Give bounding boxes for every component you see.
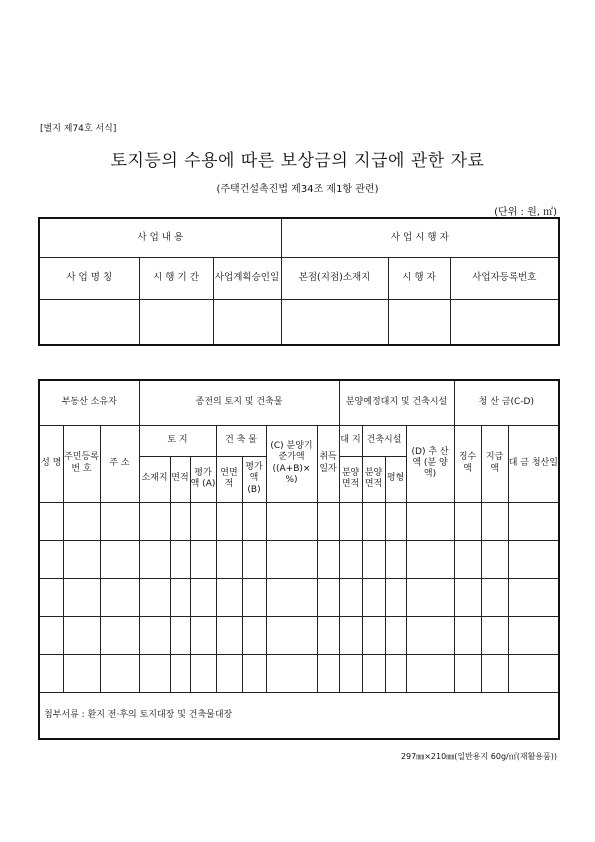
facility-allocation-area-header: 분양 면적 [362, 456, 385, 502]
entry-cell[interactable] [362, 654, 385, 692]
settlement-date-header: 대 금 청산일 [508, 425, 559, 502]
unit-label: (단위 : 원, ㎡) [494, 207, 557, 218]
entry-cell[interactable] [362, 540, 385, 578]
entry-cell[interactable] [317, 540, 339, 578]
entry-cell[interactable] [190, 540, 216, 578]
entry-cell[interactable] [100, 616, 139, 654]
entry-cell[interactable] [317, 578, 339, 616]
entry-cell[interactable] [362, 616, 385, 654]
entry-cell[interactable] [406, 616, 454, 654]
entry-cell[interactable] [339, 616, 362, 654]
entry-cell[interactable] [481, 578, 508, 616]
entry-cell[interactable] [170, 578, 190, 616]
entry-cell[interactable] [454, 654, 481, 692]
entry-cell[interactable] [339, 540, 362, 578]
entry-cell[interactable] [190, 578, 216, 616]
payment-amount-header: 지급액 [481, 425, 508, 502]
entry-cell[interactable] [406, 578, 454, 616]
entry-cell[interactable] [100, 502, 139, 540]
entry-cell[interactable] [266, 502, 317, 540]
entry-cell[interactable] [170, 616, 190, 654]
document-title: 토지등의 수용에 따른 보상금의 지급에 관한 자료 [110, 151, 485, 171]
entry-cell[interactable] [406, 540, 454, 578]
table-row [39, 540, 559, 578]
entry-cell[interactable] [63, 616, 100, 654]
entry-cell[interactable] [39, 540, 63, 578]
business-content-header: 사 업 내 용 [39, 218, 281, 257]
entry-cell[interactable] [385, 502, 406, 540]
entry-cell[interactable] [266, 540, 317, 578]
entry-cell[interactable] [508, 616, 559, 654]
table-row [39, 654, 559, 692]
attachment-note: 첨부서류 : 환지 전·후의 토지대장 및 건축물대장 [39, 692, 559, 739]
allocation-base-value-header: (C) 분양기준가액 ((A+B)× %) [266, 425, 317, 502]
entry-cell[interactable] [362, 502, 385, 540]
resident-number-header: 주민등록 번 호 [63, 425, 100, 502]
entry-cell[interactable] [454, 502, 481, 540]
entry-cell[interactable] [508, 578, 559, 616]
entry-cell[interactable] [170, 540, 190, 578]
entry-cell[interactable] [242, 654, 266, 692]
compensation-table [38, 379, 560, 740]
entry-cell[interactable] [139, 616, 170, 654]
office-address-header: 본점(지점)소재지 [281, 257, 388, 299]
entry-cell[interactable] [454, 540, 481, 578]
business-name-cell[interactable] [39, 299, 139, 345]
owner-address-header: 주 소 [100, 425, 139, 502]
entry-cell[interactable] [385, 654, 406, 692]
entry-cell[interactable] [216, 540, 242, 578]
business-name-header: 사 업 명 칭 [39, 257, 139, 299]
entry-cell[interactable] [317, 616, 339, 654]
land-header: 토 지 [139, 425, 216, 456]
land-location-header: 소재지 [139, 456, 170, 502]
estimated-value-header: (D) 추 산 액 (분 양 액) [406, 425, 454, 502]
document-subtitle: (주택건설촉진법 제34조 제1항 관련) [216, 184, 379, 195]
floor-type-header: 평형 [385, 456, 406, 502]
entry-cell[interactable] [100, 578, 139, 616]
entry-cell[interactable] [481, 502, 508, 540]
entry-cell[interactable] [242, 578, 266, 616]
building-facility-header: 건축시설 [362, 425, 406, 456]
entry-cell[interactable] [339, 654, 362, 692]
entry-cell[interactable] [63, 578, 100, 616]
entry-cell[interactable] [139, 654, 170, 692]
entry-cell[interactable] [39, 578, 63, 616]
collection-amount-header: 징수액 [454, 425, 481, 502]
approval-date-cell[interactable] [213, 299, 281, 345]
entry-cell[interactable] [170, 502, 190, 540]
entry-cell[interactable] [100, 654, 139, 692]
entry-cell[interactable] [100, 540, 139, 578]
entry-cell[interactable] [362, 578, 385, 616]
operator-cell[interactable] [388, 299, 450, 345]
paper-spec-note: 297㎜×210㎜(일반용지 60g/㎡(재활용품)) [400, 752, 557, 761]
entry-cell[interactable] [242, 616, 266, 654]
building-valuation-header: 평가액 (B) [242, 456, 266, 502]
entry-cell[interactable] [266, 616, 317, 654]
compensation-rows [39, 502, 559, 692]
land-valuation-header: 평가액 (A) [190, 456, 216, 502]
entry-cell[interactable] [139, 578, 170, 616]
entry-cell[interactable] [170, 654, 190, 692]
table-row [39, 502, 559, 540]
entry-cell[interactable] [190, 502, 216, 540]
entry-cell[interactable] [481, 654, 508, 692]
form-number-label: [별지 제74호 서식] [40, 124, 117, 134]
entry-cell[interactable] [454, 616, 481, 654]
entry-cell[interactable] [190, 616, 216, 654]
entry-cell[interactable] [406, 502, 454, 540]
land-area-header: 면적 [170, 456, 190, 502]
site-header: 대 지 [339, 425, 362, 456]
period-cell[interactable] [139, 299, 213, 345]
entry-cell[interactable] [508, 540, 559, 578]
operator-header: 시 행 자 [388, 257, 450, 299]
entry-cell[interactable] [481, 540, 508, 578]
entry-cell[interactable] [508, 654, 559, 692]
building-header: 건 축 물 [216, 425, 266, 456]
entry-cell[interactable] [385, 616, 406, 654]
entry-cell[interactable] [242, 540, 266, 578]
entry-cell[interactable] [39, 654, 63, 692]
entry-cell[interactable] [216, 654, 242, 692]
entry-cell[interactable] [508, 502, 559, 540]
entry-cell[interactable] [385, 540, 406, 578]
table-row [39, 578, 559, 616]
acquisition-date-header: 취득 일자 [317, 425, 339, 502]
entry-cell[interactable] [266, 578, 317, 616]
business-operator-header: 사 업 시 행 자 [281, 218, 559, 257]
owner-group-header: 부동산 소유자 [39, 380, 139, 425]
entry-cell[interactable] [139, 540, 170, 578]
entry-cell[interactable] [216, 616, 242, 654]
entry-cell[interactable] [39, 502, 63, 540]
entry-cell[interactable] [454, 578, 481, 616]
entry-cell[interactable] [190, 654, 216, 692]
entry-cell[interactable] [63, 654, 100, 692]
entry-cell[interactable] [481, 616, 508, 654]
entry-cell[interactable] [406, 654, 454, 692]
registration-number-cell[interactable] [450, 299, 559, 345]
settlement-header: 청 산 금(C-D) [454, 380, 559, 425]
entry-cell[interactable] [242, 502, 266, 540]
entry-cell[interactable] [317, 502, 339, 540]
approval-date-header: 사업계획승인일 [213, 257, 281, 299]
entry-cell[interactable] [339, 502, 362, 540]
period-header: 시 행 기 간 [139, 257, 213, 299]
office-address-cell[interactable] [281, 299, 388, 345]
owner-name-header: 성 명 [39, 425, 63, 502]
entry-cell[interactable] [63, 502, 100, 540]
entry-cell[interactable] [339, 578, 362, 616]
floor-area-header: 연면적 [216, 456, 242, 502]
entry-cell[interactable] [39, 616, 63, 654]
business-info-table [38, 217, 560, 346]
entry-cell[interactable] [63, 540, 100, 578]
previous-property-header: 종전의 토지 및 건축물 [139, 380, 339, 425]
registration-number-header: 사업자등록번호 [450, 257, 559, 299]
entry-cell[interactable] [317, 654, 339, 692]
site-allocation-area-header: 분양 면적 [339, 456, 362, 502]
entry-cell[interactable] [216, 578, 242, 616]
entry-cell[interactable] [385, 578, 406, 616]
entry-cell[interactable] [266, 654, 317, 692]
entry-cell[interactable] [216, 502, 242, 540]
table-row [39, 616, 559, 654]
entry-cell[interactable] [139, 502, 170, 540]
planned-allocation-header: 분양예정대지 및 건축시설 [339, 380, 454, 425]
